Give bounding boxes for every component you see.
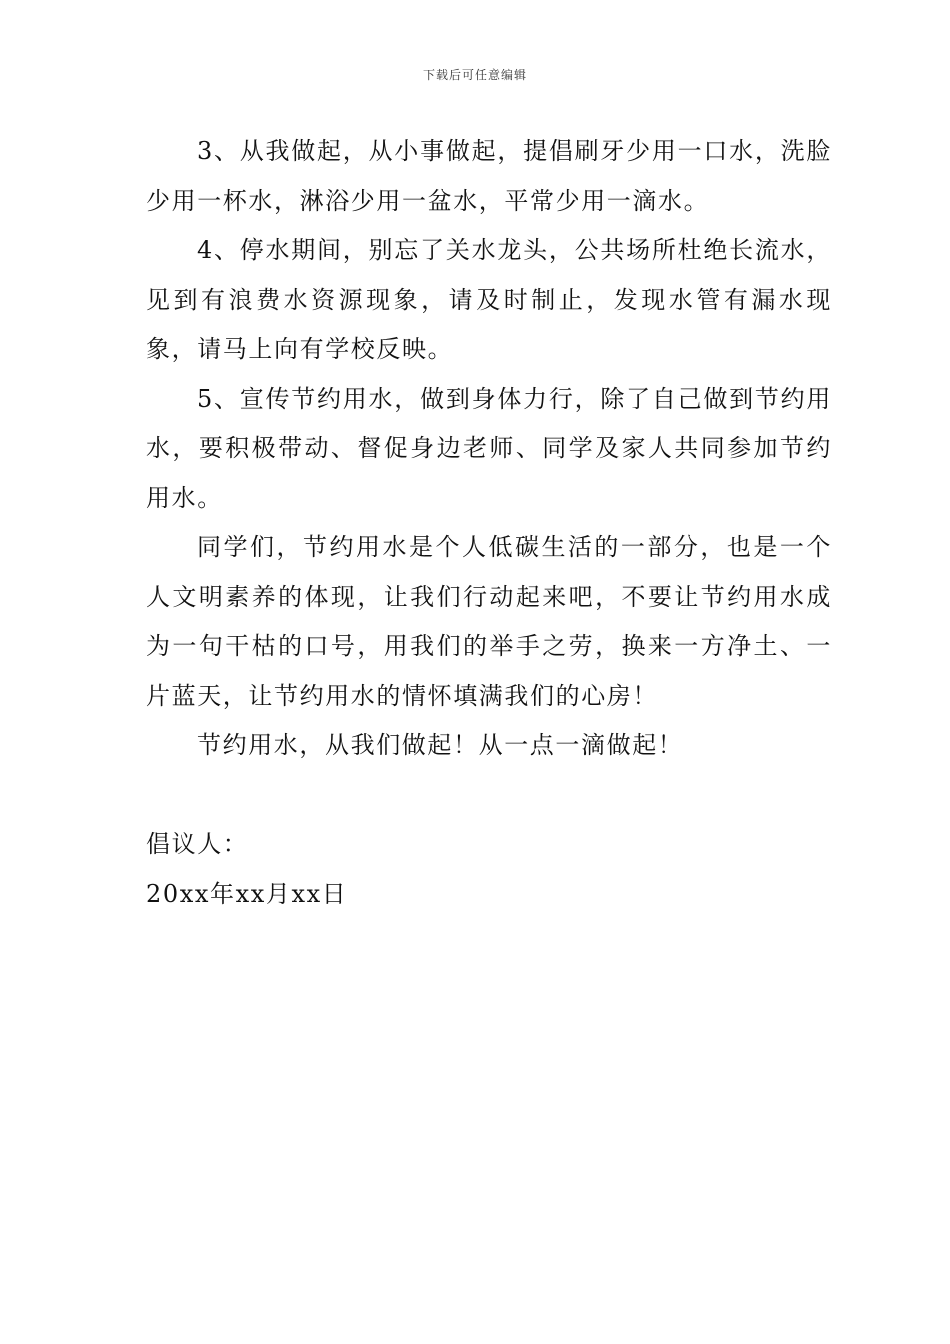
initiator-label: 倡议人： [146, 830, 249, 858]
paragraph-appeal: 同学们，节约用水是个人低碳生活的一部分，也是一个人文明素养的体现，让我们行动起来吧，不要让节约用水成为一句干枯的口号，用我们的举手之劳，换来一方净土、一片蓝天，让节约用水的情怀填满我们的心房！ [146, 533, 832, 710]
spacer [146, 771, 832, 821]
paragraph-item-4: 4、停水期间，别忘了关水龙头，公共场所杜绝长流水，见到有浪费水资源现象，请及时制止，发现水管有漏水现象，请马上向有学校反映。 [146, 236, 832, 363]
document-body [146, 127, 832, 919]
paragraph-slogan: 节约用水，从我们做起！从一点一滴做起！ [197, 731, 684, 759]
paragraph-item-5: 5、宣传节约用水，做到身体力行，除了自己做到节约用水，要积极带动、督促身边老师、同学及家人共同参加节约用水。 [146, 384, 832, 512]
header-note: 下载后可任意编辑 [422, 68, 527, 82]
paragraph-item-3: 3、从我做起，从小事做起，提倡刷牙少用一口水，洗脸少用一杯水，淋浴少用一盆水，平常少用一滴水。 [146, 137, 832, 215]
signature-date: 20xx年xx月xx日 [146, 879, 348, 908]
